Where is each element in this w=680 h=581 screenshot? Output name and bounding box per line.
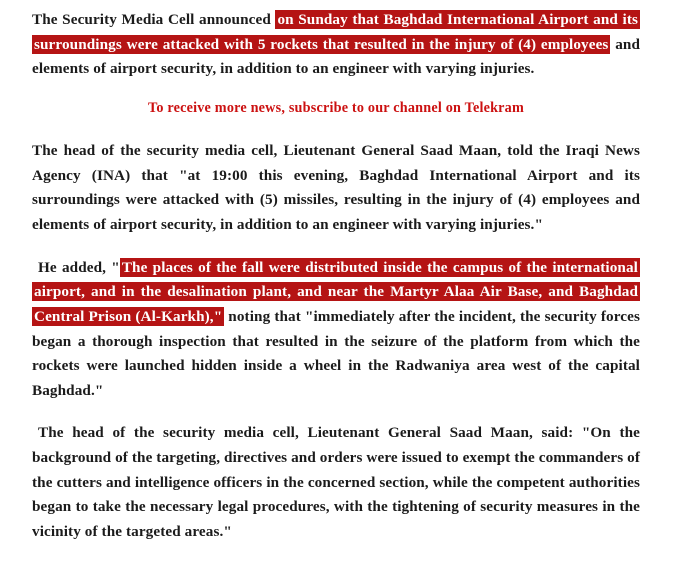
text-run: He added, " bbox=[38, 258, 120, 276]
text-run: The head of the security media cell, Lieutenant General Saad Maan, told the Iraqi News Agency (INA) that "at 19:00 this evening, Baghdad International Airport and its surroundings were attacked with (5) missiles, resulting in the injury of (4) employees and elements of airport security, in addition to an engineer with varying injuries." bbox=[32, 142, 640, 234]
subscribe-promo-line[interactable]: To receive more news, subscribe to our channel on Telekram bbox=[147, 99, 524, 116]
text-run: noting that "immediately after the incident, the security forces began a thorough inspection that resulted in the seizure of the platform from which the rockets were launched hidden inside a wheel in the Radwaniya area west of the capital Baghdad." bbox=[32, 307, 641, 399]
paragraph-body-3 bbox=[32, 421, 640, 544]
highlighted-text: on Sunday that Baghdad International Airport and its surroundings were attacked with 5 rockets that resulted in the injury of (4) employees bbox=[34, 11, 638, 53]
text-run: The Security Media Cell announced bbox=[32, 11, 276, 28]
text-run: The head of the security media cell, Lieutenant General Saad Maan, said: "On the background of the targeting, directives and orders were issued to exempt the commanders of the cutters and intelligence officers in the concerned section, while the competent authorities began to take the necessary legal procedures, with the tightening of security measures in the vicinity of the targeted areas." bbox=[32, 424, 640, 540]
paragraph-body-2 bbox=[32, 256, 640, 404]
paragraph-body-1 bbox=[32, 139, 640, 238]
highlighted-text: The places of the fall were distributed inside the campus of the international airport, and in the desalination plant, and near the Martyr Alaa Air Base, and Baghdad Central Prison (Al-Karkh)," bbox=[34, 258, 638, 325]
text-run: and elements of airport security, in addition to an engineer with varying injuries. bbox=[32, 35, 640, 78]
paragraph-lead bbox=[32, 8, 640, 82]
